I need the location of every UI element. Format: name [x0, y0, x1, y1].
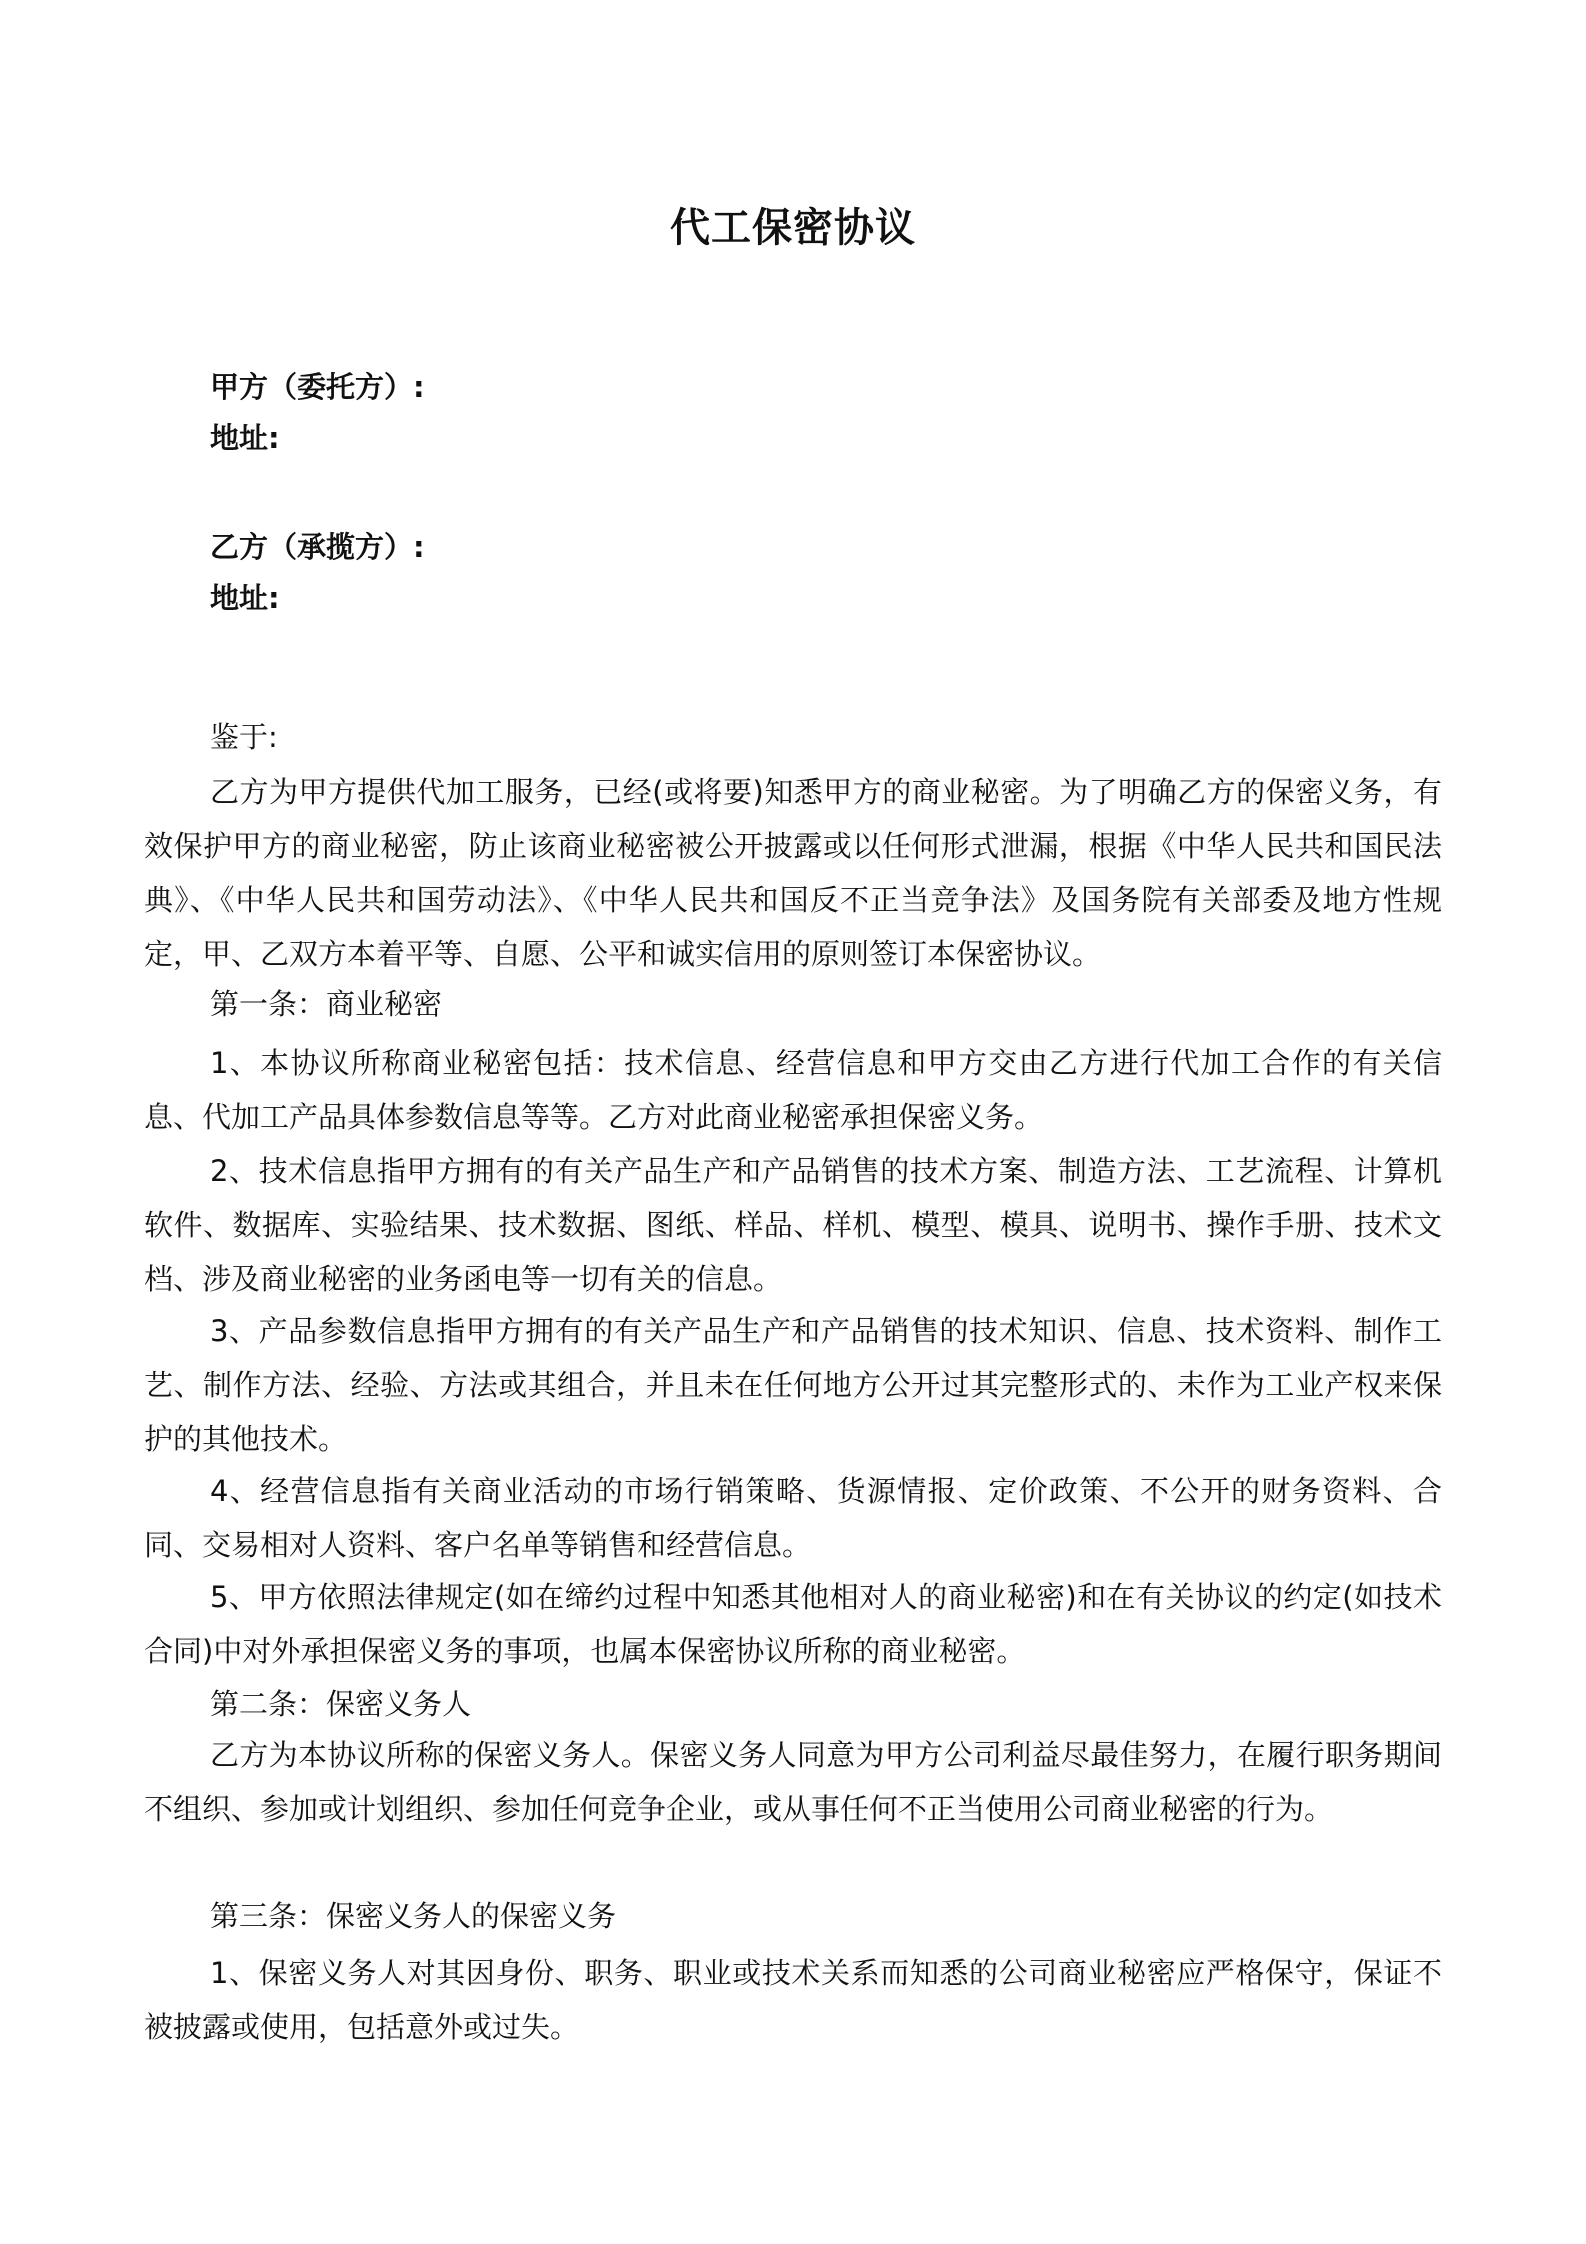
- party-a-label: 甲方（委托方）:: [210, 370, 425, 404]
- whereas-label: 鉴于:: [210, 720, 278, 754]
- article-1-item-1: 1、本协议所称商业秘密包括：技术信息、经营信息和甲方交由乙方进行代加工合作的有关信息、代加工产品具体参数信息等等。乙方对此商业秘密承担保密义务。: [144, 1046, 1442, 1134]
- document-title: 代工保密协议: [670, 205, 916, 251]
- article-1-item-4: 4、经营信息指有关商业活动的市场行销策略、货源情报、定价政策、不公开的财务资料、合同、交易相对人资料、客户名单等销售和经营信息。: [144, 1474, 1442, 1562]
- preamble-paragraph: 乙方为甲方提供代加工服务，已经(或将要)知悉甲方的商业秘密。为了明确乙方的保密义务，有效保护甲方的商业秘密，防止该商业秘密被公开披露或以任何形式泄漏，根据《中华人民共和国民法典》、《中华人民共和国劳动法》、《中华人民共和国反不正当竞争法》及国务院有关部委及地方性规定，甲、乙双方本着平等、自愿、公平和诚实信用的原则签订本保密协议。: [144, 775, 1442, 971]
- article-3-item-1: 1、保密义务人对其因身份、职务、职业或技术关系而知悉的公司商业秘密应严格保守，保证不被披露或使用，包括意外或过失。: [144, 1956, 1442, 2044]
- article-1-item-5: 5、甲方依照法律规定(如在缔约过程中知悉其他相对人的商业秘密)和在有关协议的约定(如技术合同)中对外承担保密义务的事项，也属本保密协议所称的商业秘密。: [144, 1580, 1442, 1668]
- party-b-address-label: 地址:: [210, 581, 280, 615]
- party-a-address-label: 地址:: [210, 421, 280, 455]
- article-2-body: 乙方为本协议所称的保密义务人。保密义务人同意为甲方公司利益尽最佳努力，在履行职务期间不组织、参加或计划组织、参加任何竞争企业，或从事任何不正当使用公司商业秘密的行为。: [144, 1738, 1442, 1826]
- article-1-title: 第一条：商业秘密: [210, 987, 443, 1021]
- article-1-item-2: 2、技术信息指甲方拥有的有关产品生产和产品销售的技术方案、制造方法、工艺流程、计算机软件、数据库、实验结果、技术数据、图纸、样品、样机、模型、模具、说明书、操作手册、技术文档、涉及商业秘密的业务函电等一切有关的信息。: [144, 1154, 1442, 1296]
- article-3-title: 第三条：保密义务人的保密义务: [210, 1899, 617, 1933]
- article-1-item-3: 3、产品参数信息指甲方拥有的有关产品生产和产品销售的技术知识、信息、技术资料、制作工艺、制作方法、经验、方法或其组合，并且未在任何地方公开过其完整形式的、未作为工业产权来保护的其他技术。: [144, 1314, 1442, 1456]
- article-2-title: 第二条：保密义务人: [210, 1687, 472, 1721]
- party-b-label: 乙方（承揽方）:: [210, 530, 425, 564]
